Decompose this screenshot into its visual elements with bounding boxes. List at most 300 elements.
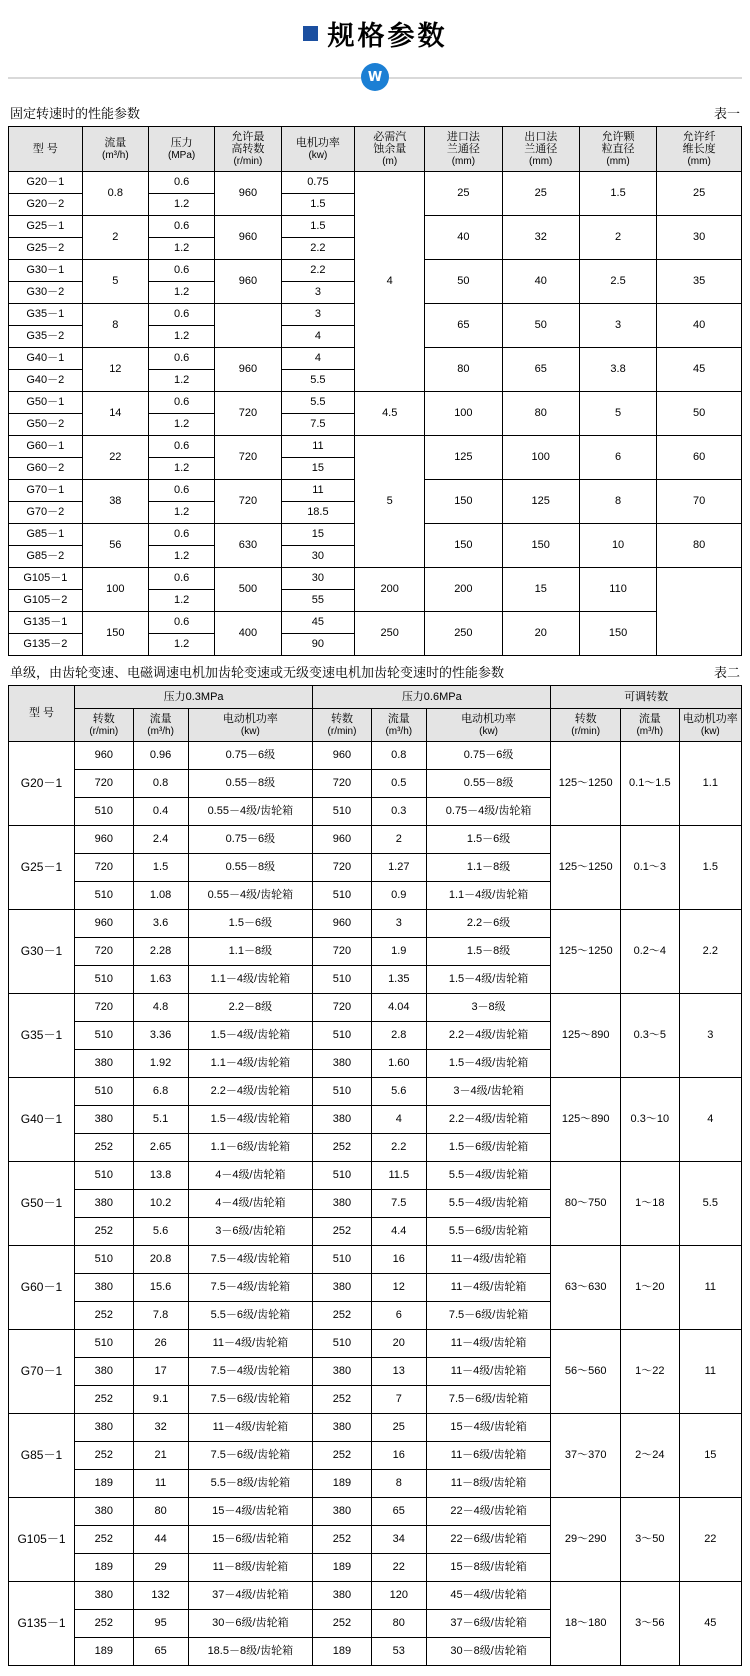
cell-flow: 38: [82, 480, 148, 524]
cell-model: G20－1: [9, 742, 75, 826]
cell-speed-p03: 380: [74, 1414, 133, 1442]
cell-model: G105－2: [9, 590, 83, 612]
cell-power-p03: 0.55－4级/齿轮箱: [188, 882, 313, 910]
cell-power-p06: 11－4级/齿轮箱: [426, 1330, 551, 1358]
cell-model: G35－1: [9, 994, 75, 1078]
section1-caption: 固定转速时的性能参数: [10, 106, 141, 121]
cell-flow-p03: 15.6: [133, 1274, 188, 1302]
cell-flow: 150: [82, 612, 148, 656]
cell-speed-p06: 252: [313, 1386, 372, 1414]
cell-grain: 5: [579, 392, 656, 436]
cell-power-p06: 2.2－4级/齿轮箱: [426, 1106, 551, 1134]
cell-flow-p06: 2: [371, 826, 426, 854]
cell-flow-p06: 80: [371, 1610, 426, 1638]
page-title: [8, 0, 742, 57]
cell-speed: 720: [215, 392, 281, 436]
cell-grain: 15: [502, 568, 579, 612]
cell-speed-p03: 510: [74, 1162, 133, 1190]
cell-flow-p03: 132: [133, 1582, 188, 1610]
cell-flow-p06: 20: [371, 1330, 426, 1358]
cell-speed-p03: 510: [74, 966, 133, 994]
fixed-speed-table-body: [9, 172, 742, 656]
cell-speed-p06: 380: [313, 1190, 372, 1218]
cell-speed-p03: 720: [74, 938, 133, 966]
cell-speed-p03: 510: [74, 1246, 133, 1274]
cell-outlet: 150: [502, 524, 579, 568]
cell-speed-p06: 380: [313, 1274, 372, 1302]
cell-pressure: 0.6: [148, 172, 214, 194]
cell-power: 2.2: [281, 238, 355, 260]
cell-speed-p03: 252: [74, 1442, 133, 1470]
th-group-p03: 压力0.3MPa: [74, 686, 312, 709]
cell-flow-p03: 9.1: [133, 1386, 188, 1414]
cell-flow-p03: 32: [133, 1414, 188, 1442]
variable-speed-table: [8, 685, 742, 1666]
variable-speed-table-body: [9, 742, 742, 1666]
cell-inlet: 40: [425, 216, 502, 260]
cell-speed-p06: 510: [313, 1078, 372, 1106]
cell-adj-power: 15: [679, 1414, 741, 1498]
cell-flow: 56: [82, 524, 148, 568]
cell-speed-p03: 960: [74, 742, 133, 770]
cell-power-p06: 7.5－6级/齿轮箱: [426, 1386, 551, 1414]
cell-speed-p06: 510: [313, 966, 372, 994]
cell-model: G40－1: [9, 348, 83, 370]
cell-inlet: 50: [425, 260, 502, 304]
cell-model: G40－2: [9, 370, 83, 392]
cell-flow: 2: [82, 216, 148, 260]
cell-adj-speed: 18～180: [551, 1582, 621, 1666]
table-row: [9, 1162, 742, 1190]
cell-pressure: 0.6: [148, 612, 214, 634]
cell-adj-flow: 0.3～10: [621, 1078, 680, 1162]
cell-flow-p06: 25: [371, 1414, 426, 1442]
cell-flow-p06: 16: [371, 1246, 426, 1274]
cell-power-p06: 11－4级/齿轮箱: [426, 1358, 551, 1386]
cell-flow-p03: 3.6: [133, 910, 188, 938]
cell-npsh: 5: [355, 436, 425, 568]
cell-model: G50－1: [9, 1162, 75, 1246]
cell-speed-p03: 189: [74, 1554, 133, 1582]
cell-speed-p06: 720: [313, 994, 372, 1022]
cell-power-p06: 2.2－6级: [426, 910, 551, 938]
cell-model: G85－2: [9, 546, 83, 568]
cell-flow-p06: 1.27: [371, 854, 426, 882]
cell-power: 1.5: [281, 194, 355, 216]
cell-flow-p03: 26: [133, 1330, 188, 1358]
cell-power: 0.75: [281, 172, 355, 194]
cell-model: G85－1: [9, 1414, 75, 1498]
cell-power: 18.5: [281, 502, 355, 524]
cell-speed-p06: 960: [313, 742, 372, 770]
cell-speed-p03: 252: [74, 1526, 133, 1554]
cell-speed-p06: 252: [313, 1134, 372, 1162]
cell-power-p06: 11－4级/齿轮箱: [426, 1274, 551, 1302]
th-grain-size: 允许颗 粒直径 (mm): [579, 127, 656, 172]
cell-power-p06: 2.2－4级/齿轮箱: [426, 1022, 551, 1050]
cell-pressure: 1.2: [148, 194, 214, 216]
cell-power: 90: [281, 634, 355, 656]
th-power-3: 电动机功率 (kw): [679, 709, 741, 742]
th-group-adjustable: 可调转数: [551, 686, 742, 709]
cell-power-p03: 2.2－8级: [188, 994, 313, 1022]
cell-flow-p06: 2.2: [371, 1134, 426, 1162]
cell-model: G30－1: [9, 260, 83, 282]
cell-fiber: 40: [657, 304, 742, 348]
cell-pressure: 0.6: [148, 480, 214, 502]
cell-model: G30－2: [9, 282, 83, 304]
th-speed-3: 转数 (r/min): [551, 709, 621, 742]
cell-speed-p06: 252: [313, 1526, 372, 1554]
cell-speed-p06: 960: [313, 826, 372, 854]
cell-power-p03: 3－6级/齿轮箱: [188, 1218, 313, 1246]
cell-power-p03: 7.5－6级/齿轮箱: [188, 1386, 313, 1414]
cell-power: 3: [281, 282, 355, 304]
title-text: 规格参数: [327, 21, 448, 52]
cell-pressure: 1.2: [148, 502, 214, 524]
cell-power-p03: 11－4级/齿轮箱: [188, 1330, 313, 1358]
cell-adj-flow: 1～20: [621, 1246, 680, 1330]
cell-flow-p03: 1.63: [133, 966, 188, 994]
cell-power: 11: [281, 480, 355, 502]
cell-inlet: 100: [425, 392, 502, 436]
cell-power-p03: 5.5－6级/齿轮箱: [188, 1302, 313, 1330]
cell-grain: 10: [579, 524, 656, 568]
th-model: 型 号: [9, 127, 83, 172]
cell-adj-flow: 0.3～5: [621, 994, 680, 1078]
cell-flow-p06: 11.5: [371, 1162, 426, 1190]
th-max-speed: 允许最 高转数 (r/min): [215, 127, 281, 172]
cell-flow-p06: 0.8: [371, 742, 426, 770]
cell-pressure: 0.6: [148, 304, 214, 326]
cell-power-p03: 7.5－4级/齿轮箱: [188, 1246, 313, 1274]
cell-speed: 960: [215, 216, 281, 260]
cell-pressure: 0.6: [148, 524, 214, 546]
cell-outlet: 32: [502, 216, 579, 260]
cell-power-p06: 45－4级/齿轮箱: [426, 1582, 551, 1610]
cell-speed: 960: [215, 172, 281, 216]
cell-speed-p06: 510: [313, 1162, 372, 1190]
cell-fiber: 45: [657, 348, 742, 392]
cell-speed-p03: 720: [74, 854, 133, 882]
cell-power-p03: 15－6级/齿轮箱: [188, 1526, 313, 1554]
cell-speed-p03: 720: [74, 994, 133, 1022]
cell-flow-p03: 0.4: [133, 798, 188, 826]
cell-flow: 22: [82, 436, 148, 480]
table-group-header-row: [9, 686, 742, 709]
cell-flow-p03: 10.2: [133, 1190, 188, 1218]
cell-speed: 960: [215, 260, 281, 304]
cell-model: G30－1: [9, 910, 75, 994]
cell-flow-p06: 0.5: [371, 770, 426, 798]
cell-speed-p03: 380: [74, 1274, 133, 1302]
cell-flow-p06: 0.9: [371, 882, 426, 910]
cell-inlet: 80: [425, 348, 502, 392]
cell-fiber: 50: [657, 392, 742, 436]
cell-speed-p03: 720: [74, 770, 133, 798]
cell-speed-p03: 960: [74, 910, 133, 938]
cell-flow: 14: [82, 392, 148, 436]
cell-flow-p06: 8: [371, 1470, 426, 1498]
cell-fiber: 80: [657, 524, 742, 568]
cell-flow-p03: 65: [133, 1638, 188, 1666]
cell-speed-p06: 510: [313, 798, 372, 826]
cell-adj-flow: 2～24: [621, 1414, 680, 1498]
th-speed-1: 转数 (r/min): [74, 709, 133, 742]
cell-power: 5.5: [281, 392, 355, 414]
cell-flow-p03: 0.96: [133, 742, 188, 770]
cell-model: G40－1: [9, 1078, 75, 1162]
cell-npsh: 4: [355, 172, 425, 392]
cell-power-p06: 1.5－6级: [426, 826, 551, 854]
cell-grain: 3: [579, 304, 656, 348]
cell-grain: 1.5: [579, 172, 656, 216]
cell-flow-p03: 5.6: [133, 1218, 188, 1246]
cell-power-p03: 7.5－4级/齿轮箱: [188, 1274, 313, 1302]
cell-speed-p06: 960: [313, 910, 372, 938]
cell-power: 11: [281, 436, 355, 458]
cell-flow-p03: 20.8: [133, 1246, 188, 1274]
cell-fiber: 60: [657, 436, 742, 480]
cell-power: 45: [281, 612, 355, 634]
cell-power-p03: 5.5－8级/齿轮箱: [188, 1470, 313, 1498]
cell-power-p06: 11－4级/齿轮箱: [426, 1246, 551, 1274]
cell-speed-p03: 189: [74, 1638, 133, 1666]
cell-adj-speed: 63～630: [551, 1246, 621, 1330]
cell-power-p06: 11－6级/齿轮箱: [426, 1442, 551, 1470]
cell-speed: [215, 304, 281, 348]
cell-power-p03: 11－8级/齿轮箱: [188, 1554, 313, 1582]
th-flow: 流量 (m³/h): [82, 127, 148, 172]
cell-flow-p06: 53: [371, 1638, 426, 1666]
table-row: [9, 826, 742, 854]
cell-power-p06: 7.5－6级/齿轮箱: [426, 1302, 551, 1330]
cell-model: G135－2: [9, 634, 83, 656]
cell-power-p03: 2.2－4级/齿轮箱: [188, 1078, 313, 1106]
cell-adj-power: 1.5: [679, 826, 741, 910]
cell-adj-speed: 80～750: [551, 1162, 621, 1246]
cell-npsh: 4.5: [355, 392, 425, 436]
cell-adj-power: 2.2: [679, 910, 741, 994]
cell-power-p03: 1.1－8级: [188, 938, 313, 966]
cell-outlet: 125: [502, 480, 579, 524]
cell-grain: 6: [579, 436, 656, 480]
cell-speed: 500: [215, 568, 281, 612]
cell-inlet: 200: [355, 568, 425, 612]
cell-speed-p06: 720: [313, 938, 372, 966]
cell-power-p03: 0.75－6级: [188, 742, 313, 770]
cell-model: G60－2: [9, 458, 83, 480]
divider: [8, 63, 742, 93]
cell-power-p06: 37－6级/齿轮箱: [426, 1610, 551, 1638]
cell-power-p03: 15－4级/齿轮箱: [188, 1498, 313, 1526]
table-row: [9, 436, 742, 458]
cell-inlet: 125: [425, 436, 502, 480]
cell-pressure: 1.2: [148, 458, 214, 480]
cell-power: 55: [281, 590, 355, 612]
cell-speed-p06: 252: [313, 1302, 372, 1330]
cell-speed: 630: [215, 524, 281, 568]
th-motor-power: 电机功率 (kw): [281, 127, 355, 172]
cell-flow-p06: 22: [371, 1554, 426, 1582]
cell-adj-speed: 56～560: [551, 1330, 621, 1414]
cell-inlet: 150: [425, 480, 502, 524]
th-power-2: 电动机功率 (kw): [426, 709, 551, 742]
cell-power: 4: [281, 348, 355, 370]
cell-power: 5.5: [281, 370, 355, 392]
cell-inlet: 65: [425, 304, 502, 348]
cell-power: 15: [281, 524, 355, 546]
cell-fiber: 35: [657, 260, 742, 304]
cell-flow-p06: 2.8: [371, 1022, 426, 1050]
cell-pressure: 1.2: [148, 414, 214, 436]
cell-power-p06: 0.75－4级/齿轮箱: [426, 798, 551, 826]
th-speed-2: 转数 (r/min): [313, 709, 372, 742]
cell-speed-p03: 252: [74, 1610, 133, 1638]
cell-model: G35－2: [9, 326, 83, 348]
cell-adj-flow: 1～18: [621, 1162, 680, 1246]
cell-power-p06: 1.5－4级/齿轮箱: [426, 966, 551, 994]
cell-model: G60－1: [9, 1246, 75, 1330]
cell-speed-p06: 510: [313, 1330, 372, 1358]
th-flow-3: 流量 (m³/h): [621, 709, 680, 742]
cell-power-p03: 18.5－8级/齿轮箱: [188, 1638, 313, 1666]
cell-speed-p03: 252: [74, 1386, 133, 1414]
cell-power: 1.5: [281, 216, 355, 238]
cell-speed-p06: 380: [313, 1498, 372, 1526]
cell-power-p06: 5.5－6级/齿轮箱: [426, 1218, 551, 1246]
cell-speed-p03: 252: [74, 1134, 133, 1162]
table-row: [9, 1498, 742, 1526]
cell-power: 15: [281, 458, 355, 480]
table-row: [9, 1246, 742, 1274]
cell-power-p06: 5.5－4级/齿轮箱: [426, 1190, 551, 1218]
cell-speed-p06: 380: [313, 1106, 372, 1134]
cell-power-p03: 4－4级/齿轮箱: [188, 1190, 313, 1218]
cell-power-p06: 11－8级/齿轮箱: [426, 1470, 551, 1498]
cell-flow-p03: 95: [133, 1610, 188, 1638]
cell-pressure: 1.2: [148, 370, 214, 392]
cell-flow: 12: [82, 348, 148, 392]
table-row: [9, 994, 742, 1022]
cell-grain: 20: [502, 612, 579, 656]
cell-power-p03: 0.55－4级/齿轮箱: [188, 798, 313, 826]
cell-flow: 100: [82, 568, 148, 612]
cell-pressure: 0.6: [148, 216, 214, 238]
cell-power: 30: [281, 568, 355, 590]
cell-power-p06: 0.75－6级: [426, 742, 551, 770]
table-row: [9, 910, 742, 938]
cell-speed-p06: 252: [313, 1610, 372, 1638]
cell-speed-p06: 720: [313, 854, 372, 882]
cell-inlet: 150: [425, 524, 502, 568]
cell-adj-flow: 0.1～1.5: [621, 742, 680, 826]
table-subheader-row: [9, 709, 742, 742]
cell-model: G50－1: [9, 392, 83, 414]
cell-fiber: 150: [579, 612, 656, 656]
cell-flow-p03: 0.8: [133, 770, 188, 798]
table-row: [9, 742, 742, 770]
cell-model: G105－1: [9, 568, 83, 590]
th-flow-2: 流量 (m³/h): [371, 709, 426, 742]
cell-adj-power: 11: [679, 1246, 741, 1330]
cell-model: G135－1: [9, 1582, 75, 1666]
cell-power-p03: 1.1－6级/齿轮箱: [188, 1134, 313, 1162]
table-row: [9, 1582, 742, 1610]
cell-power: 4: [281, 326, 355, 348]
cell-speed-p06: 189: [313, 1638, 372, 1666]
table-row: [9, 612, 742, 634]
table-row: [9, 392, 742, 414]
cell-pressure: 0.6: [148, 260, 214, 282]
cell-pressure: 1.2: [148, 546, 214, 568]
section1-table-number: 表一: [713, 106, 740, 121]
cell-model: G70－1: [9, 480, 83, 502]
cell-adj-speed: 37～370: [551, 1414, 621, 1498]
th-power-1: 电动机功率 (kw): [188, 709, 313, 742]
cell-power-p03: 30－6级/齿轮箱: [188, 1610, 313, 1638]
cell-flow: 0.8: [82, 172, 148, 216]
cell-power-p03: 0.55－8级: [188, 770, 313, 798]
cell-pressure: 1.2: [148, 282, 214, 304]
cell-speed-p03: 510: [74, 1078, 133, 1106]
table-row: [9, 1330, 742, 1358]
cell-power-p03: 4－4级/齿轮箱: [188, 1162, 313, 1190]
section2-caption-row: [10, 662, 740, 681]
cell-model: G85－1: [9, 524, 83, 546]
cell-power-p06: 3－8级: [426, 994, 551, 1022]
cell-power-p06: 0.55－8级: [426, 770, 551, 798]
cell-power-p06: 22－4级/齿轮箱: [426, 1498, 551, 1526]
cell-model: G25－1: [9, 216, 83, 238]
cell-outlet: 50: [502, 304, 579, 348]
cell-adj-power: 3: [679, 994, 741, 1078]
cell-flow-p06: 4.4: [371, 1218, 426, 1246]
cell-inlet: 25: [425, 172, 502, 216]
cell-flow-p06: 16: [371, 1442, 426, 1470]
cell-grain: 3.8: [579, 348, 656, 392]
cell-adj-power: 11: [679, 1330, 741, 1414]
table-row: [9, 568, 742, 590]
cell-power-p06: 15－8级/齿轮箱: [426, 1554, 551, 1582]
cell-flow-p03: 80: [133, 1498, 188, 1526]
cell-flow-p03: 7.8: [133, 1302, 188, 1330]
cell-adj-speed: 29～290: [551, 1498, 621, 1582]
cell-outlet: 65: [502, 348, 579, 392]
cell-power-p06: 1.1－4级/齿轮箱: [426, 882, 551, 910]
cell-pressure: 1.2: [148, 590, 214, 612]
cell-model: G20－1: [9, 172, 83, 194]
cell-adj-flow: 0.1～3: [621, 826, 680, 910]
cell-pressure: 0.6: [148, 436, 214, 458]
th-model: 型 号: [9, 686, 75, 742]
cell-speed-p06: 720: [313, 770, 372, 798]
cell-outlet: 80: [502, 392, 579, 436]
cell-pressure: 0.6: [148, 392, 214, 414]
cell-speed-p06: 189: [313, 1470, 372, 1498]
cell-flow-p03: 6.8: [133, 1078, 188, 1106]
cell-flow-p03: 11: [133, 1470, 188, 1498]
cell-speed-p06: 189: [313, 1554, 372, 1582]
cell-flow-p03: 3.36: [133, 1022, 188, 1050]
cell-flow-p06: 120: [371, 1582, 426, 1610]
cell-speed: 720: [215, 436, 281, 480]
cell-power-p03: 11－4级/齿轮箱: [188, 1414, 313, 1442]
cell-speed-p03: 380: [74, 1050, 133, 1078]
cell-grain: 2.5: [579, 260, 656, 304]
cell-flow-p06: 0.3: [371, 798, 426, 826]
cell-flow: 8: [82, 304, 148, 348]
